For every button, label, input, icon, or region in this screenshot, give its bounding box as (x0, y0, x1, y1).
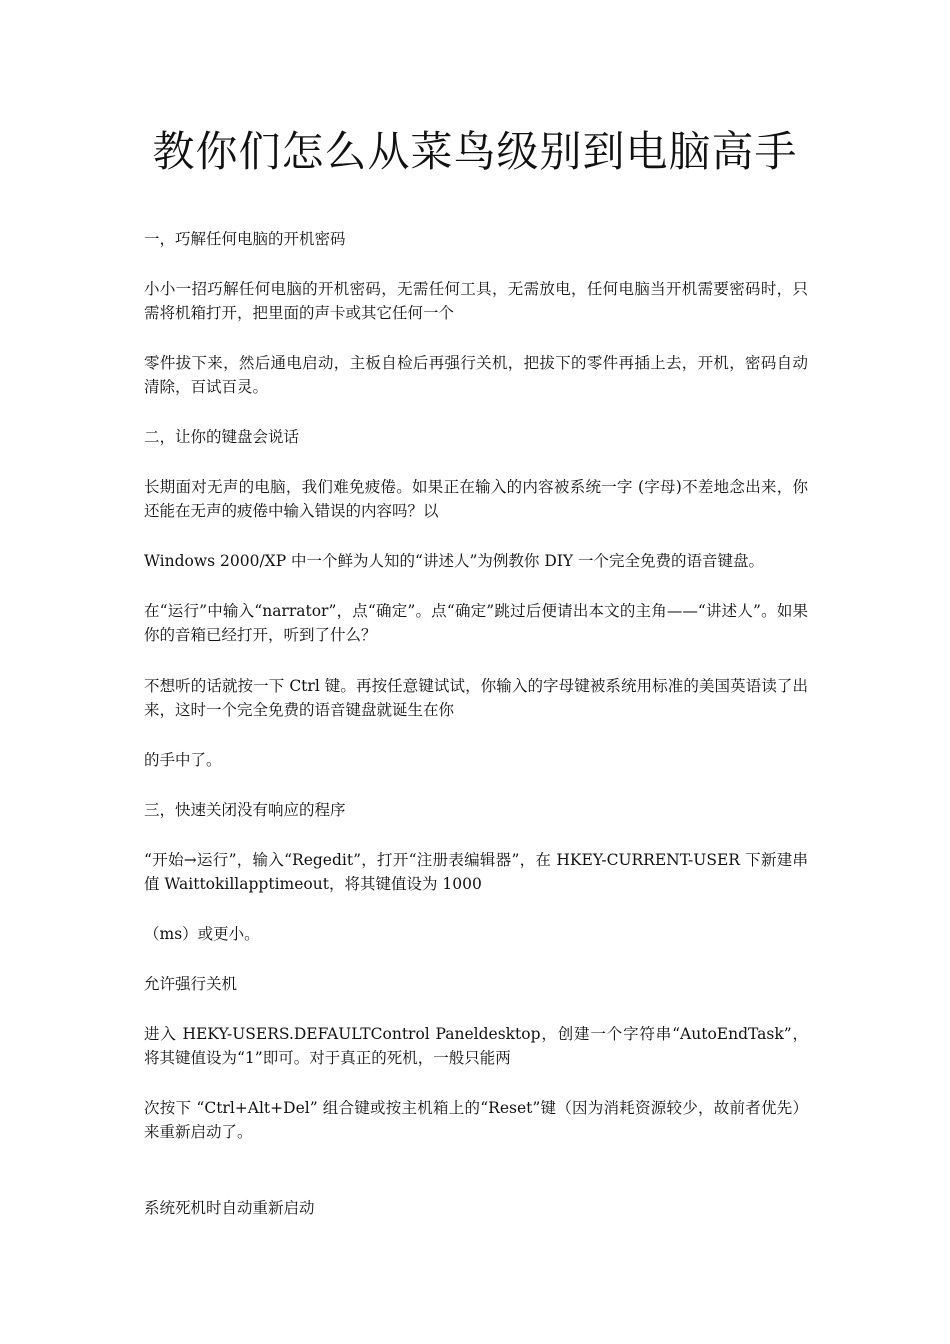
subheading: 允许强行关机 (144, 975, 238, 993)
paragraph: 的手中了。 (144, 751, 222, 769)
paragraph: “开始→运行”，输入“Regedit”，打开“注册表编辑器”，在 HKEY-CURRENT-USER 下新建串值 Waittokillapptimeout，将其键值设为 1000 (144, 851, 808, 893)
paragraph: 进入 HEKY-USERS.DEFAULTControl Paneldesktop，创建一个字符串“AutoEndTask”，将其键值设为“1”即可。对于真正的死机，一般只能两 (144, 1025, 808, 1067)
paragraph: Windows 2000/XP 中一个鲜为人知的“讲述人”为例教你 DIY 一个完全免费的语音键盘。 (144, 552, 765, 570)
section-heading-2: 二，让你的键盘会说话 (144, 428, 300, 446)
subheading: 系统死机时自动重新启动 (144, 1199, 315, 1217)
page-title: 教你们怎么从菜鸟级别到电脑高手 (152, 127, 798, 176)
paragraph: 长期面对无声的电脑，我们难免疲倦。如果正在输入的内容被系统一字 (字母)不差地念出来，你还能在无声的疲倦中输入错误的内容吗？以 (144, 478, 808, 520)
paragraph: 不想听的话就按一下 Ctrl 键。再按任意键试试，你输入的字母键被系统用标准的美国英语读了出来，这时一个完全免费的语音键盘就诞生在你 (144, 677, 808, 719)
paragraph: （ms）或更小。 (144, 925, 260, 943)
paragraph: 在“运行”中输入“narrator”，点“确定”。点“确定”跳过后便请出本文的主角——“讲述人”。如果你的音箱已经打开，听到了什么？ (144, 602, 808, 644)
section-heading-1: 一，巧解任何电脑的开机密码 (144, 230, 346, 248)
paragraph: 零件拔下来，然后通电启动，主板自检后再强行关机，把拔下的零件再插上去，开机，密码自动清除，百试百灵。 (144, 354, 808, 396)
paragraph: 次按下 “Ctrl+Alt+Del” 组合键或按主机箱上的“Reset”键（因为消耗资源较少，故前者优先）来重新启动了。 (144, 1099, 808, 1141)
section-heading-3: 三，快速关闭没有响应的程序 (144, 801, 346, 819)
paragraph: 小小一招巧解任何电脑的开机密码，无需任何工具，无需放电，任何电脑当开机需要密码时，只需将机箱打开，把里面的声卡或其它任何一个 (144, 280, 808, 322)
